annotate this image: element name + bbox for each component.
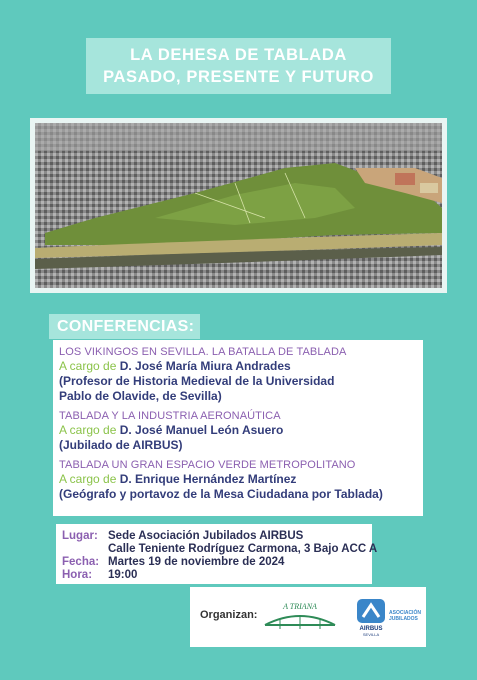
talk-1 xyxy=(59,346,423,404)
speaker-affiliation: (Geógrafo y portavoz de la Mesa Ciudadana por Tablada) xyxy=(59,487,383,501)
talk-title: TABLADA Y LA INDUSTRIA AERONAÚTICA xyxy=(59,410,281,422)
lugar-value: Sede Asociación Jubilados AIRBUS xyxy=(108,530,304,542)
title-banner xyxy=(86,38,391,94)
a-cargo-label: A cargo de xyxy=(59,472,117,486)
lugar-label: Lugar: xyxy=(62,530,98,542)
triana-logo xyxy=(260,597,340,635)
aerial-photo-frame xyxy=(30,118,447,293)
a-cargo-label: A cargo de xyxy=(59,359,117,373)
title-line-2: PASADO, PRESENTE Y FUTURO xyxy=(103,68,374,86)
address-value: Calle Teniente Rodríguez Carmona, 3 Bajo ACC A xyxy=(108,543,378,555)
triana-logo-text: A TRIANA xyxy=(283,602,317,611)
airbus-logo-text: AIRBUS xyxy=(359,626,383,632)
talk-speaker-line xyxy=(59,472,423,487)
asociacion-jubilados-label: ASOCIACIÓN JUBILADOS xyxy=(389,610,421,622)
airbus-logo xyxy=(355,597,387,637)
organizers-label: Organizan: xyxy=(200,609,258,621)
speaker-name: D. José Manuel León Asuero xyxy=(119,423,284,437)
title-line-1: LA DEHESA DE TABLADA xyxy=(130,46,347,64)
talk-speaker-line xyxy=(59,359,423,374)
conferences-heading: CONFERENCIAS: xyxy=(49,314,200,339)
fecha-value: Martes 19 de noviembre de 2024 xyxy=(108,556,285,568)
speaker-name: D. Enrique Hernández Martínez xyxy=(119,472,297,486)
event-info-panel xyxy=(56,524,378,584)
talk-title: TABLADA UN GRAN ESPACIO VERDE METROPOLITANO xyxy=(59,459,356,471)
airbus-logo-subtext: SEVILLA xyxy=(362,632,380,637)
a-cargo-label: A cargo de xyxy=(59,423,117,437)
talk-2 xyxy=(59,410,423,453)
speaker-affiliation: (Profesor de Historia Medieval de la Universidad xyxy=(59,374,335,388)
speaker-affiliation: (Jubilado de AIRBUS) xyxy=(59,438,183,452)
hora-label: Hora: xyxy=(62,569,93,581)
talk-title: LOS VIKINGOS EN SEVILLA. LA BATALLA DE TABLADA xyxy=(59,346,347,358)
talk-3 xyxy=(59,459,423,502)
aerial-photo xyxy=(35,123,442,288)
organizers-panel xyxy=(190,587,426,647)
speaker-name: D. José María Miura Andrades xyxy=(119,359,291,373)
fecha-label: Fecha: xyxy=(62,556,100,568)
hora-value: 19:00 xyxy=(108,569,138,581)
speaker-affiliation: Pablo de Olavide, de Sevilla) xyxy=(59,389,222,403)
talk-speaker-line xyxy=(59,423,423,438)
conferences-panel xyxy=(53,340,423,516)
